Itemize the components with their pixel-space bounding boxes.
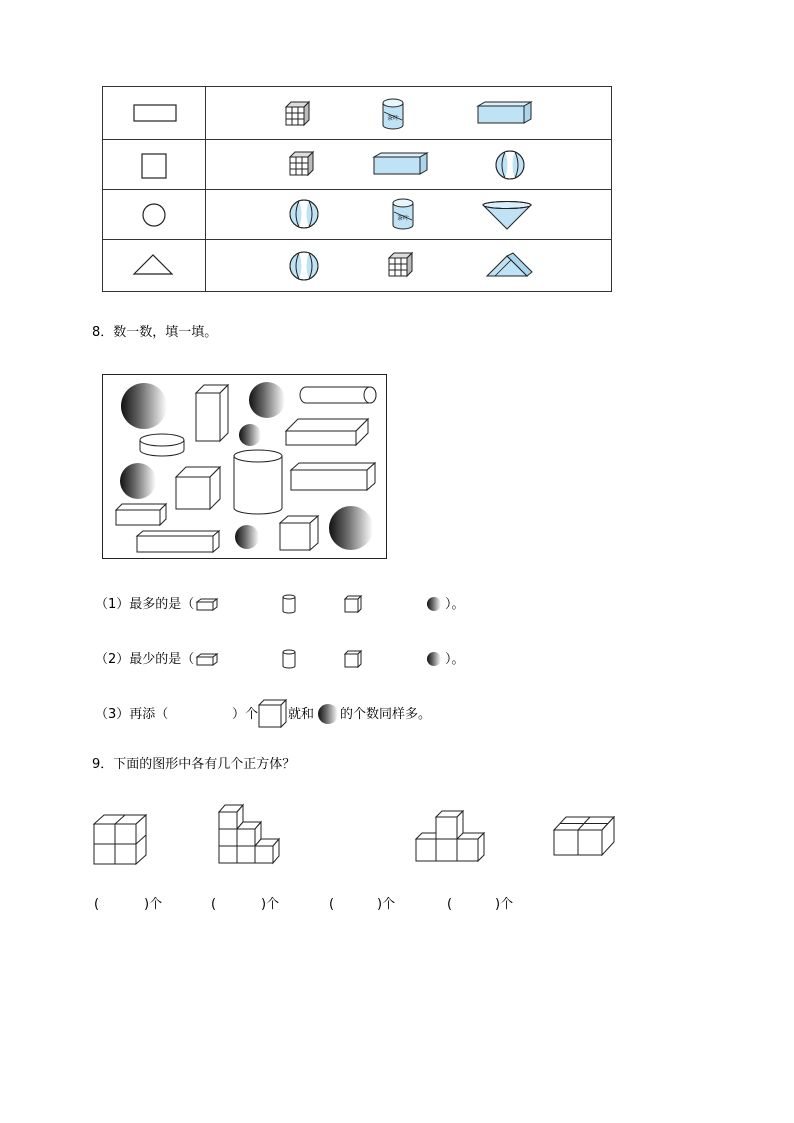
sphere (239, 424, 261, 446)
q9-answer-4-blank[interactable] (455, 894, 495, 914)
triangular-prism-icon[interactable] (485, 252, 533, 278)
cube (280, 516, 318, 550)
sphere-icon[interactable] (317, 703, 339, 725)
q8-sub2-label: （2）最少的是（ (95, 652, 195, 667)
cylinder-icon[interactable] (282, 649, 296, 669)
q8-sub1-end: ）。 (445, 597, 465, 612)
cuboid (137, 531, 219, 552)
ball-icon[interactable] (289, 251, 319, 281)
cylinder-icon[interactable] (282, 594, 296, 614)
cuboid (291, 463, 375, 490)
cube-stack-figure-2 (217, 803, 281, 865)
q9-answer-3-blank[interactable] (337, 894, 377, 914)
q9-answer-2-open: ( (211, 897, 217, 912)
q8-sub3-label-b: ）个 (232, 707, 259, 722)
q9-answer-4-close: )个 (495, 897, 514, 912)
sphere (121, 383, 167, 429)
cuboid (286, 419, 368, 445)
cuboid (196, 385, 228, 441)
cuboid (116, 504, 166, 525)
q9-answer-4-open: ( (447, 897, 453, 912)
cube-icon[interactable] (344, 650, 362, 668)
q9-answer-2-close: )个 (261, 897, 280, 912)
sphere-icon[interactable] (426, 651, 442, 667)
tea-can-icon[interactable] (381, 98, 405, 130)
sphere-icon[interactable] (426, 596, 442, 612)
solids-picture (102, 374, 388, 560)
cube (176, 467, 220, 509)
rubiks-cube-icon[interactable] (285, 101, 311, 127)
cylinder (300, 387, 376, 403)
rubiks-cube-icon[interactable] (289, 151, 315, 177)
sphere (235, 525, 259, 549)
sphere (249, 382, 285, 418)
cube-stack-figure-1 (92, 812, 148, 866)
cuboid-icon[interactable] (196, 653, 218, 666)
ball-icon[interactable] (289, 199, 319, 229)
cube-stack-figure-3 (414, 808, 490, 864)
cube-stack-figure-4 (552, 814, 616, 858)
q8-title: 8．数一数，填一填。 (92, 325, 218, 340)
q8-sub3-label-c: 就和 (288, 707, 315, 722)
q8-sub3-label-d: 的个数同样多。 (340, 707, 432, 722)
cuboid-icon[interactable] (373, 152, 429, 176)
can-label: 茶叶 (396, 215, 410, 222)
circle-shape (142, 203, 166, 227)
cube-icon[interactable] (258, 699, 288, 728)
q8-sub3-label-a: （3）再添（ (95, 707, 169, 722)
q9-answer-1-open: ( (94, 897, 100, 912)
sphere (329, 506, 373, 550)
sphere (120, 463, 156, 499)
table-row (103, 189, 611, 239)
triangle-shape (133, 254, 173, 276)
q9-answer-1-blank[interactable] (102, 894, 144, 914)
tea-can-icon[interactable] (391, 198, 415, 230)
rectangle-shape (133, 104, 177, 122)
square-shape (141, 153, 167, 179)
cylinder (234, 450, 282, 514)
q8-sub3-answer-blank[interactable] (172, 704, 232, 724)
cuboid-icon[interactable] (196, 598, 218, 611)
shape-matching-table (102, 86, 612, 292)
rubiks-cube-icon[interactable] (388, 252, 414, 278)
q9-answer-3-close: )个 (377, 897, 396, 912)
cube-icon[interactable] (344, 595, 362, 613)
can-label: 茶叶 (386, 115, 400, 122)
cone-icon[interactable] (481, 201, 533, 231)
q9-answer-2-blank[interactable] (219, 894, 261, 914)
ball-icon[interactable] (495, 150, 525, 180)
table-row (103, 239, 611, 291)
q9-answer-1-close: )个 (144, 897, 163, 912)
q9-title: 9．下面的图形中各有几个正方体？ (92, 757, 296, 772)
q9-answer-3-open: ( (329, 897, 335, 912)
q8-sub2-end: ）。 (445, 652, 465, 667)
cylinder (140, 434, 184, 456)
table-row (103, 87, 611, 139)
q8-sub1-label: （1）最多的是（ (95, 597, 195, 612)
table-row (103, 139, 611, 189)
cuboid-icon[interactable] (477, 101, 533, 125)
